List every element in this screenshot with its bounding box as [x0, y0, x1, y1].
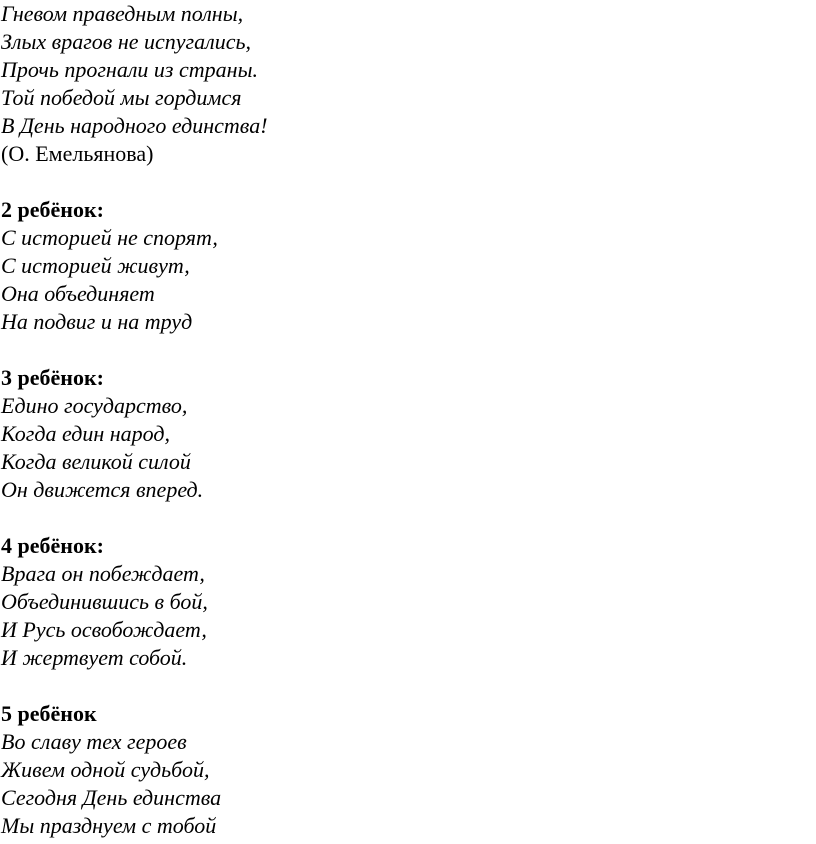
verse-line: На подвиг и на труд: [1, 309, 193, 334]
verse-line: Злых врагов не испугались,: [1, 29, 251, 54]
verse-line: Сегодня День единства: [1, 785, 222, 810]
verse-line: И жертвует собой.: [1, 645, 188, 670]
verse-line: Когда великой силой: [1, 449, 191, 474]
stanza-2: [0, 196, 816, 336]
verse-line: Объединившись в бой,: [1, 589, 208, 614]
stanza-4: [0, 532, 816, 672]
verse-line: С историей не спорят,: [1, 225, 218, 250]
stanza-gap: [0, 168, 816, 196]
verse-line: Едино государство,: [1, 393, 188, 418]
verse-line: Он движется вперед.: [1, 477, 204, 502]
verse-line: Врага он побеждает,: [1, 561, 205, 586]
speaker-label: 3 ребёнок:: [1, 365, 104, 390]
verse-line: Мы празднуем с тобой: [1, 813, 217, 838]
verse-line: Во славу тех героев: [1, 729, 187, 754]
verse-line: Прочь прогнали из страны.: [1, 57, 258, 82]
stanza-1: [0, 0, 816, 168]
stanza-gap: [0, 504, 816, 532]
stanza-gap: [0, 336, 816, 364]
verse-line: Живем одной судьбой,: [1, 757, 210, 782]
verse-line: В День народного единства!: [1, 113, 268, 138]
verse-line: С историей живут,: [1, 253, 190, 278]
verse-line: И Русь освобождает,: [1, 617, 207, 642]
stanza-3: [0, 364, 816, 504]
verse-line: Когда един народ,: [1, 421, 170, 446]
speaker-label: 2 ребёнок:: [1, 197, 104, 222]
stanza-gap: [0, 672, 816, 700]
author-attribution: (О. Емельянова): [1, 141, 154, 166]
verse-line: Она объединяет: [1, 281, 155, 306]
speaker-label: 4 ребёнок:: [1, 533, 104, 558]
verse-line: Гневом праведным полны,: [1, 1, 244, 26]
stanza-5: [0, 700, 816, 840]
verse-line: Той победой мы гордимся: [1, 85, 242, 110]
speaker-label: 5 ребёнок: [1, 701, 97, 726]
